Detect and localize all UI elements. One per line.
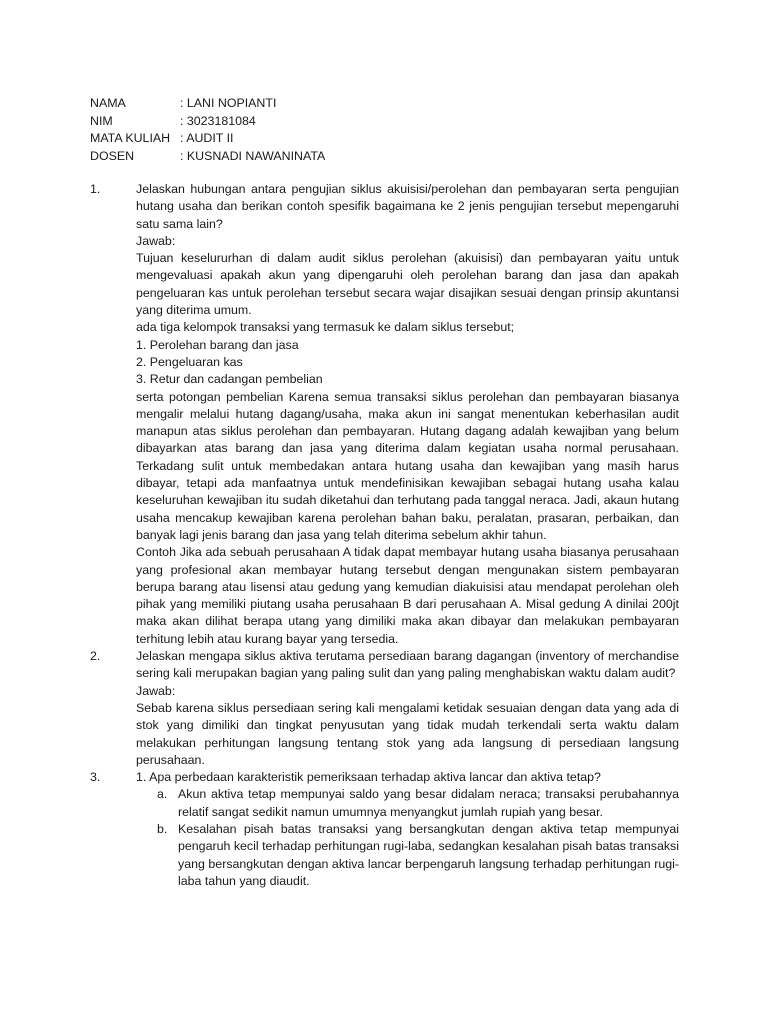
question-3 (90, 769, 679, 890)
sub-item-label: a. (157, 787, 168, 802)
answer-list-item: 1. Perolehan barang dan jasa (136, 337, 299, 352)
question-1 (90, 181, 679, 648)
answer-paragraph: Tujuan keselururhan di dalam audit siklus perolehan (akuisisi) dan pembayaran yaitu untuk mengevaluasi apakah akun yang dipengaruhi oleh perolehan barang dan jasa dan apakah pengeluaran kas untuk perolehan tersebut secara wajar disajikan sesuai dengan prinsip akuntansi yang diterima umum. (136, 251, 679, 318)
question-number: 3. (90, 770, 101, 785)
sub-item-text: Akun aktiva tetap mempunyai saldo yang besar didalam neraca; transaksi perubahannya relatif sangat sedikit namun umumnya menyangkut jumlah rupiah yang besar. (178, 787, 679, 819)
header-value: : LANI NOPIANTI (180, 96, 277, 110)
header-label: DOSEN (90, 148, 135, 163)
header-value: : KUSNADI NAWANINATA (180, 148, 326, 163)
answer-paragraph: ada tiga kelompok transaksi yang termasuk ke dalam siklus tersebut; (136, 320, 515, 335)
sub-item-label: b. (157, 821, 168, 836)
answer-sub-item-b (136, 821, 679, 890)
header-row-dosen (90, 148, 325, 166)
header-label: MATA KULIAH (90, 131, 171, 145)
answer-paragraph: Sebab karena siklus persediaan sering kali mengalami ketidak sesuaian dengan data yang ada di stok yang dimiliki dan tingkat penyusutan yang tidak mudah terkendali serta waktu dalam melakukan perhitungan langsung tentang stok yang ada langsung di persediaan langsung perusahaan. (136, 700, 679, 767)
question-text: Jelaskan hubungan antara pengujian siklus akuisisi/perolehan dan pembayaran serta pengujian hutang usaha dan berikan contoh spesifik bagaimana ke 2 jenis pengujian tersebut mepengaruhi satu sama lain? (136, 182, 679, 231)
question-2 (90, 648, 679, 769)
header-value: : 3023181084 (180, 113, 256, 128)
answer-list-item: 2. Pengeluaran kas (136, 354, 243, 369)
question-body (136, 648, 679, 769)
answer-label: Jawab: (136, 233, 176, 248)
question-text: 1. Apa perbedaan karakteristik pemeriksaan terhadap aktiva lancar dan aktiva tetap? (136, 770, 601, 785)
header-row-nama (90, 95, 325, 113)
answer-sub-item-a (136, 786, 679, 821)
question-number: 1. (90, 182, 101, 196)
question-text: Jelaskan mengapa siklus aktiva terutama persediaan barang dagangan (inventory of merchandise sering kali merupakan bagian yang paling sulit dan yang paling menghabiskan waktu dalam audit? (136, 649, 679, 681)
question-body (136, 181, 679, 648)
student-info-header (90, 95, 325, 165)
answer-list-item: 3. Retur dan cadangan pembelian (136, 372, 323, 387)
answer-paragraph: Contoh Jika ada sebuah perusahaan A tidak dapat membayar hutang usaha biasanya perusahaan yang profesional akan membayar hutang tersebut dengan mengunakan sistem pembayaran berupa barang atau lisensi atau gedung yang kemudian diakuisisi atau mendapat perolehan oleh pihak yang memiliki piutang usaha perusahaan B dari perusahaan A. Misal gedung A dinilai 200jt maka akan dilihat berapa utang yang dimiliki maka akan dibayar dan melakukan pembayaran terhitung lebih atau kurang bayar yang tersedia. (136, 545, 679, 646)
question-list (90, 181, 679, 890)
question-number: 2. (90, 649, 101, 664)
header-label: NAMA (90, 96, 126, 110)
sub-item-text: Kesalahan pisah batas transaksi yang bersangkutan dengan aktiva tetap mempunyai pengaruh kecil terhadap perhitungan rugi-laba, sedangkan kesalahan pisah batas transaksi yang bersangkutan dengan aktiva lancar berpengaruh langsung terhadap perhitungan rugi-laba tahun yang diaudit. (178, 821, 679, 888)
answer-label: Jawab: (136, 683, 176, 698)
header-value: : AUDIT II (180, 131, 234, 145)
answer-paragraph: serta potongan pembelian Karena semua transaksi siklus perolehan dan pembayaran biasanya mengalir melalui hutang dagang/usaha, maka akun ini sangat menentukan keberhasilan audit manapun atas siklus perolehan dan pembayaran. Hutang dagang adalah kewajiban yang belum dibayarkan atas barang dan jasa yang diterima dalam kegiatan usaha normal perusahaan. Terkadang sulit untuk membedakan antara hutang usaha dan kewajiban yang masih harus dibayar, tetapi ada manfaatnya untuk mendefinisikan kewajiban sebagai hutang usaha kalau keseluruhan kewajiban itu sudah diketahui dan terhutang pada tanggal neraca. Jadi, akaun hutang usaha mencakup kewajiban karena perolehan bahan baku, peralatan, prasaran, perbaikan, dan banyak lagi jenis barang dan jasa yang telah diterima sebelum akhir tahun. (136, 389, 679, 542)
header-row-nim (90, 113, 325, 131)
header-label: NIM (90, 113, 113, 128)
header-row-mata-kuliah (90, 130, 325, 148)
question-body (136, 769, 679, 890)
